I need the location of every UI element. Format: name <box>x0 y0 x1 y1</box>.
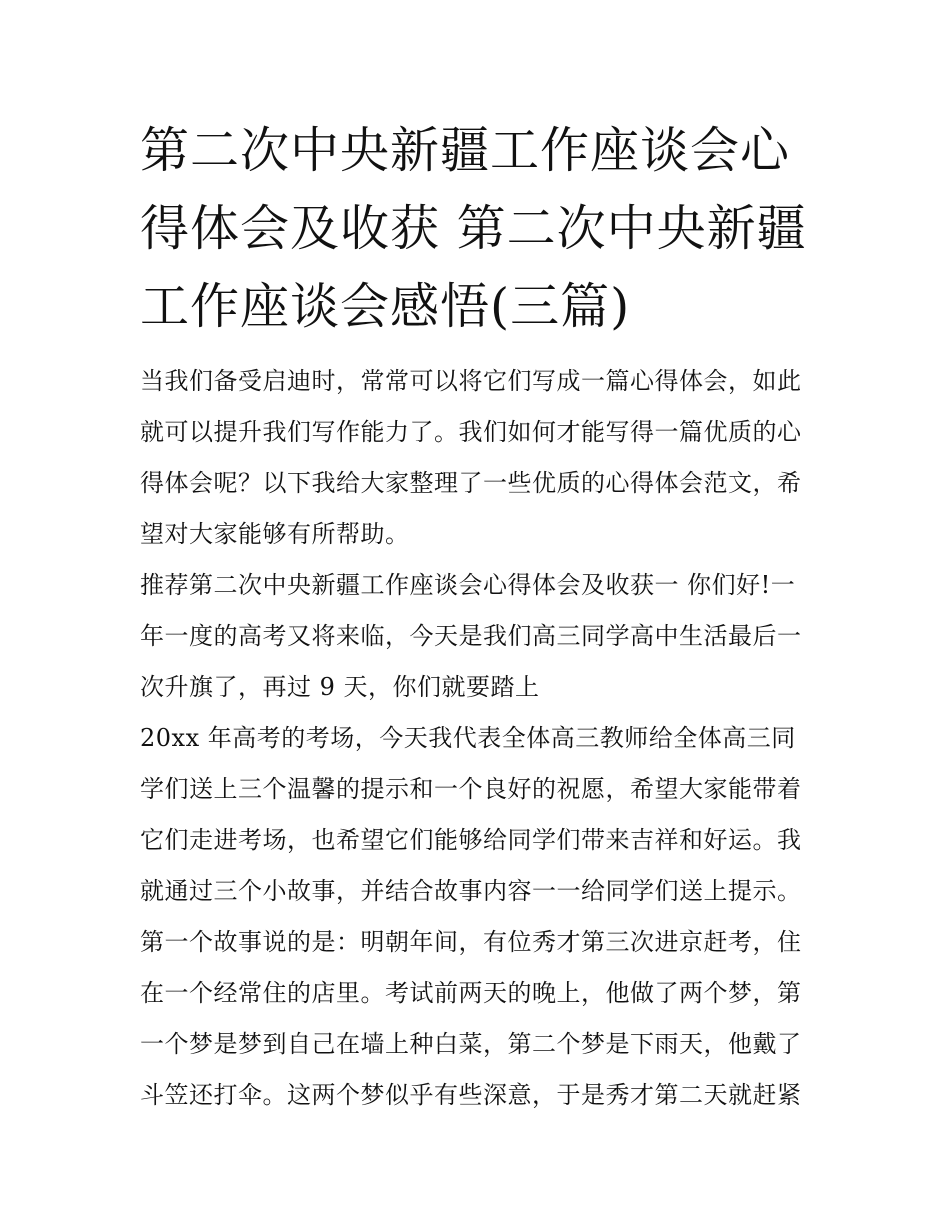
body-line: 当我们备受启迪时，常常可以将它们写成一篇心得体会，如此 <box>140 367 802 395</box>
body-line: 推荐第二次中央新疆工作座谈会心得体会及收获一 你们好!一 <box>140 571 796 599</box>
title-line: 工作座谈会感悟(三篇) <box>140 278 631 335</box>
body-line: 在一个经常住的店里。考试前两天的晚上，他做了两个梦，第 <box>140 979 802 1007</box>
body-line: 它们走进考场，也希望它们能够给同学们带来吉祥和好运。我 <box>140 826 802 854</box>
body-line: 望对大家能够有所帮助。 <box>140 520 410 548</box>
title-line: 第二次中央新疆工作座谈会心 <box>140 122 791 179</box>
body-line: 就通过三个小故事，并结合故事内容一一给同学们送上提示。 <box>140 877 802 905</box>
body-line: 得体会呢？以下我给大家整理了一些优质的心得体会范文，希 <box>140 469 802 497</box>
body-line: 斗笠还打伞。这两个梦似乎有些深意，于是秀才第二天就赶紧 <box>140 1081 802 1109</box>
title-line: 得体会及收获 第二次中央新疆 <box>140 200 807 257</box>
body-line: 就可以提升我们写作能力了。我们如何才能写得一篇优质的心 <box>140 418 802 446</box>
document-title <box>140 112 820 346</box>
body-line: 学们送上三个温馨的提示和一个良好的祝愿，希望大家能带着 <box>140 775 802 803</box>
document-body <box>140 356 820 1121</box>
body-line: 年一度的高考又将来临，今天是我们高三同学高中生活最后一 <box>140 622 802 650</box>
body-line: 20xx 年高考的考场，今天我代表全体高三教师给全体高三同 <box>140 724 796 752</box>
body-line: 第一个故事说的是：明朝年间，有位秀才第三次进京赶考，住 <box>140 928 802 956</box>
body-line: 一个梦是梦到自己在墙上种白菜，第二个梦是下雨天，他戴了 <box>140 1030 802 1058</box>
body-line: 次升旗了，再过 9 天，你们就要踏上 <box>140 673 540 701</box>
